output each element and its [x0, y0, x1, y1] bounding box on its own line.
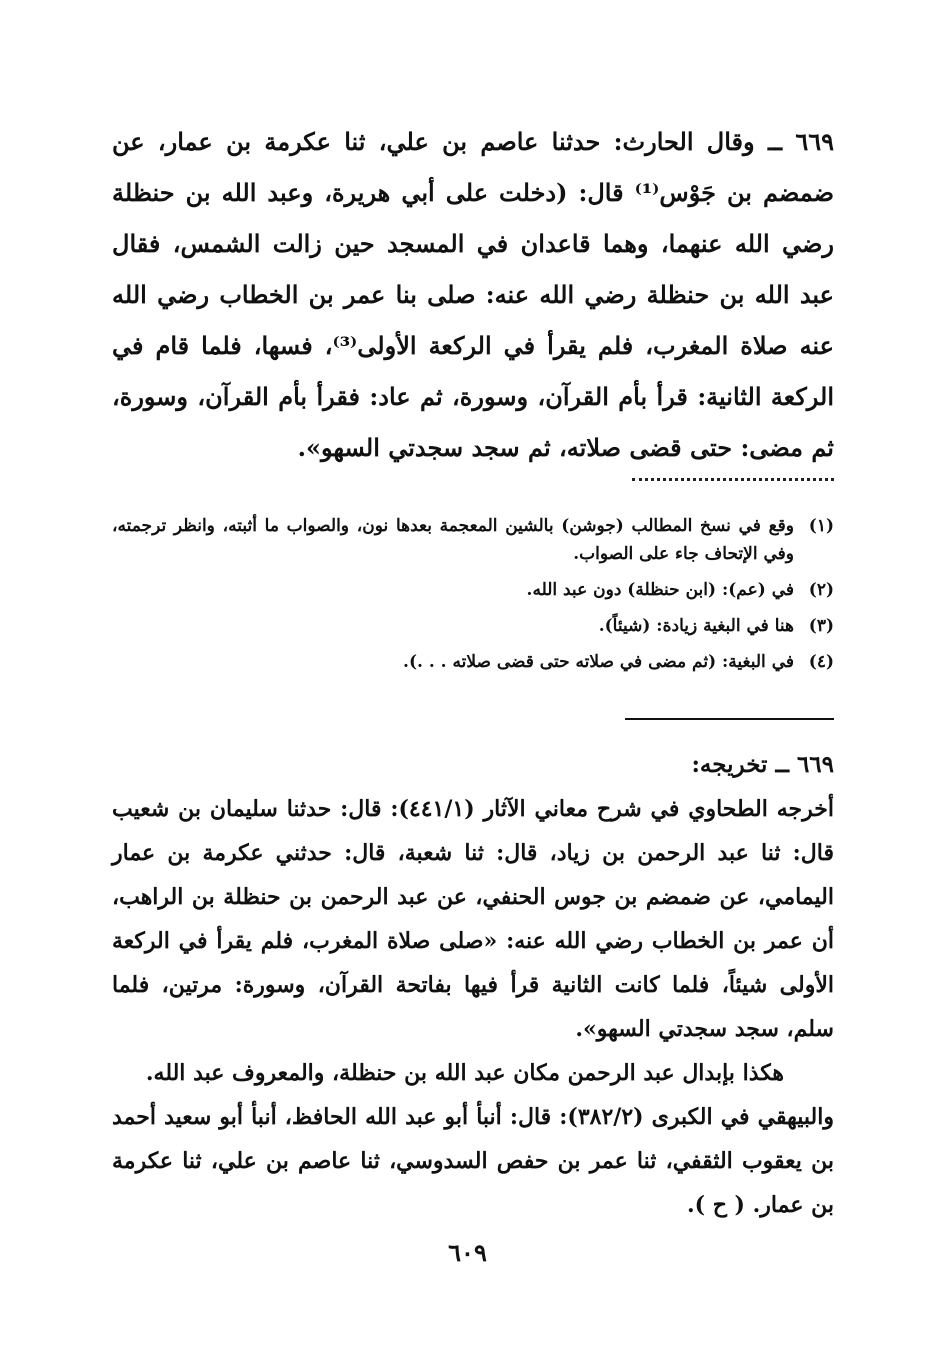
takhrij-paragraph-1: أخرجه الطحاوي في شرح معاني الآثار (٤٤١/١): قال: حدثنا سليمان بن شعيب قال: ثنا عبد الرحمن بن زياد، قال: ثنا شعبة، قال: حدثني عكرمة بن عمار اليمامي، عن ضمضم بن جوس الحنفي، عن عبد الرحمن بن حنظلة بن الراهب، أن عمر بن الخطاب رضي الله عنه: «صلى صلاة المغرب، فلم يقرأ في الركعة الأولى شيئاً، فلما كانت الثانية قرأ فيها بفاتحة القرآن، وسورة: مرتين، فلما سلم، سجد سجدتي السهو». [112, 796, 834, 1042]
footnote-separator-dots [632, 478, 834, 481]
footnote-4 [112, 648, 834, 676]
footnote-number: (١) [808, 516, 834, 536]
takhrij-section [112, 743, 834, 1227]
takhrij-heading: ٦٦٩ ــ تخريجه: [691, 751, 834, 778]
footnote-number: (٣) [808, 616, 834, 636]
footnote-number: (٤) [808, 652, 834, 672]
footnote-text: وقع في نسخ المطالب (جوشن) بالشين المعجمة بعدها نون، والصواب ما أثبته، وانظر ترجمته، وفي الإتحاف جاء على الصواب. [112, 516, 794, 564]
footnote-text: في البغية: (ثم مضى في صلاته حتى قضى صلاته . . .). [403, 652, 794, 672]
hadith-text-block [112, 116, 834, 473]
takhrij-paragraph-3: والبيهقي في الكبرى (٣٨٢/٢): قال: أنبأ أبو عبد الله الحافظ، أنبأ أبو سعيد أحمد بن يعقوب الثقفي، ثنا عمر بن حفص السدوسي، ثنا عاصم بن علي، ثنا عكرمة بن عمار. ( ح ). [112, 1104, 834, 1218]
hadith-paragraph: ٦٦٩ ــ وقال الحارث: حدثنا عاصم بن علي، ثنا عكرمة بن عمار، عن ضمضم بن جَوْس⁽¹⁾ قال: (دخلت على أبي هريرة، وعبد الله بن حنظلة رضي الله عنهما، وهما قاعدان في المسجد حين زالت الشمس، فقال عبد الله بن حنظلة رضي الله عنه: صلى بنا عمر بن الخطاب رضي الله عنه صلاة المغرب، فلم يقرأ في الركعة الأولى⁽³⁾، فسها، فلما قام في الركعة الثانية: قرأ بأم القرآن، وسورة، ثم عاد: فقرأ بأم القرآن، وسورة، ثم مضى: حتى قضى صلاته، ثم سجد سجدتي السهو». [112, 127, 834, 462]
footnote-2 [112, 576, 834, 604]
page-number: ٦٠٩ [448, 1238, 487, 1267]
takhrij-paragraph-2: هكذا بإبدال عبد الرحمن مكان عبد الله بن حنظلة، والمعروف عبد الله. [145, 1060, 784, 1086]
footnote-text: في (عم): (ابن حنظلة) دون عبد الله. [526, 580, 794, 600]
footnotes-section [112, 512, 834, 684]
footnote-number: (٢) [808, 580, 834, 600]
footnote-1 [112, 512, 834, 568]
footnote-text: هنا في البغية زيادة: (شيئاً). [598, 616, 794, 636]
footnote-3 [112, 612, 834, 640]
section-divider [625, 718, 834, 720]
